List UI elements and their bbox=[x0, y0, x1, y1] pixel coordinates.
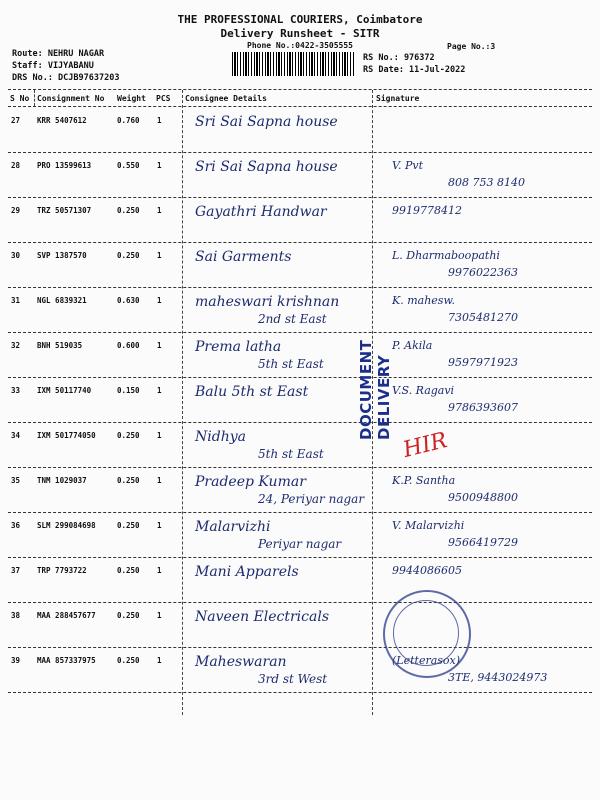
serial-number: 33 bbox=[11, 386, 21, 395]
signature: V.S. Ragavi bbox=[392, 384, 455, 397]
signature: (Letterasox) bbox=[392, 654, 461, 667]
consignment-number: TRP 7793722 bbox=[37, 566, 87, 575]
consignee-details: Gayathri Handwar bbox=[195, 204, 327, 220]
pieces: 1 bbox=[157, 341, 162, 350]
weight: 0.250 bbox=[117, 476, 140, 485]
table-row bbox=[0, 513, 600, 557]
consignee-details: Maheswaran bbox=[195, 654, 287, 670]
signature: 9944086605 bbox=[392, 564, 462, 577]
col-weight: Weight bbox=[117, 94, 146, 103]
table-row bbox=[0, 378, 600, 422]
pieces: 1 bbox=[157, 476, 162, 485]
consignee-details: Sri Sai Sapna house bbox=[195, 114, 338, 130]
barcode bbox=[232, 52, 354, 76]
signature: 9919778412 bbox=[392, 204, 462, 217]
pieces: 1 bbox=[157, 116, 162, 125]
serial-number: 29 bbox=[11, 206, 21, 215]
weight: 0.250 bbox=[117, 611, 140, 620]
consignee-details: maheswari krishnan bbox=[195, 294, 340, 310]
row-divider bbox=[8, 692, 592, 693]
table-row bbox=[0, 153, 600, 197]
signature: L. Dharmaboopathi bbox=[392, 249, 500, 262]
signature-phone: 9597971923 bbox=[448, 356, 518, 369]
header-rule-top bbox=[8, 89, 592, 90]
consignment-number: TNM 1029037 bbox=[37, 476, 87, 485]
table-row bbox=[0, 468, 600, 512]
weight: 0.250 bbox=[117, 566, 140, 575]
pieces: 1 bbox=[157, 161, 162, 170]
serial-number: 28 bbox=[11, 161, 21, 170]
col-pcs: PCS bbox=[156, 94, 171, 103]
table-row bbox=[0, 243, 600, 287]
serial-number: 36 bbox=[11, 521, 21, 530]
col-sno: S No bbox=[10, 94, 30, 103]
signature-phone: 9500948800 bbox=[448, 491, 518, 504]
signature-phone: 7305481270 bbox=[448, 311, 518, 324]
consignee-details-line2: 5th st East bbox=[258, 357, 324, 371]
consignee-details-line2: 2nd st East bbox=[258, 312, 327, 326]
table-row bbox=[0, 333, 600, 377]
serial-number: 27 bbox=[11, 116, 21, 125]
consignee-details: Sai Garments bbox=[195, 249, 292, 265]
col-divider bbox=[34, 90, 35, 106]
round-seal bbox=[383, 590, 471, 678]
consignee-details-line2: 24, Periyar nagar bbox=[258, 492, 365, 506]
weight: 0.250 bbox=[117, 251, 140, 260]
consignee-details: Pradeep Kumar bbox=[195, 474, 306, 490]
weight: 0.600 bbox=[117, 341, 140, 350]
signature: V. Pvt bbox=[392, 159, 424, 172]
consignment-number: NGL 6839321 bbox=[37, 296, 87, 305]
runsheet-title: Delivery Runsheet - SITR bbox=[220, 27, 380, 40]
consignee-details: Malarvizhi bbox=[195, 519, 271, 535]
header-rule-bottom bbox=[8, 106, 592, 107]
consignee-details-line2: 3rd st West bbox=[258, 672, 328, 686]
consignment-number: PRO 13599613 bbox=[37, 161, 92, 170]
weight: 0.150 bbox=[117, 386, 140, 395]
weight: 0.250 bbox=[117, 656, 140, 665]
consignee-details: Balu 5th st East bbox=[195, 384, 309, 400]
document-delivery-stamp bbox=[357, 252, 393, 440]
serial-number: 30 bbox=[11, 251, 21, 260]
signature: V. Malarvizhi bbox=[392, 519, 465, 532]
consignee-details: Naveen Electricals bbox=[195, 609, 330, 625]
consignee-details: Sri Sai Sapna house bbox=[195, 159, 338, 175]
consignment-number: MAA 288457677 bbox=[37, 611, 96, 620]
rs-date: RS Date: 11-Jul-2022 bbox=[363, 65, 466, 75]
rs-number: RS No.: 976372 bbox=[363, 53, 435, 63]
consignee-details: Mani Apparels bbox=[195, 564, 299, 580]
phone-number: Phone No.:0422-3505555 bbox=[247, 41, 353, 50]
consignment-number: BNH 519035 bbox=[37, 341, 83, 350]
serial-number: 39 bbox=[11, 656, 21, 665]
pieces: 1 bbox=[157, 386, 162, 395]
pieces: 1 bbox=[157, 206, 162, 215]
table-row bbox=[0, 603, 600, 647]
table-row bbox=[0, 423, 600, 467]
pieces: 1 bbox=[157, 566, 162, 575]
consignee-details: Nidhya bbox=[195, 429, 246, 445]
company-title: THE PROFESSIONAL COURIERS, Coimbatore bbox=[177, 13, 423, 26]
route: Route: NEHRU NAGAR bbox=[12, 49, 105, 59]
weight: 0.550 bbox=[117, 161, 140, 170]
pieces: 1 bbox=[157, 251, 162, 260]
stamp-label: DOCUMENT DELIVERY bbox=[357, 339, 393, 440]
pieces: 1 bbox=[157, 611, 162, 620]
table-row bbox=[0, 558, 600, 602]
signature: K. mahesw. bbox=[392, 294, 456, 307]
consignment-number: TRZ 50571307 bbox=[37, 206, 92, 215]
consignment-number: IXM 50117740 bbox=[37, 386, 92, 395]
consignment-number: IXM 501774050 bbox=[37, 431, 96, 440]
signature: P. Akila bbox=[392, 339, 433, 352]
col-signature: Signature bbox=[376, 94, 420, 103]
drs-number: DRS No.: DCJB97637203 bbox=[12, 73, 120, 83]
pieces: 1 bbox=[157, 296, 162, 305]
serial-number: 38 bbox=[11, 611, 21, 620]
serial-number: 37 bbox=[11, 566, 21, 575]
weight: 0.760 bbox=[117, 116, 140, 125]
signature-phone: 9786393607 bbox=[448, 401, 518, 414]
staff: Staff: VIJYABANU bbox=[12, 61, 94, 71]
pieces: 1 bbox=[157, 431, 162, 440]
hir-annotation: HIR bbox=[400, 427, 450, 464]
consignment-number: KRR 5407612 bbox=[37, 116, 87, 125]
table-row bbox=[0, 198, 600, 242]
signature: K.P. Santha bbox=[392, 474, 456, 487]
weight: 0.250 bbox=[117, 206, 140, 215]
signature-phone: 9566419729 bbox=[448, 536, 518, 549]
consignment-number: MAA 857337975 bbox=[37, 656, 96, 665]
serial-number: 31 bbox=[11, 296, 21, 305]
col-consignee-details: Consignee Details bbox=[185, 94, 267, 103]
signature-phone: 9976022363 bbox=[448, 266, 518, 279]
weight: 0.250 bbox=[117, 521, 140, 530]
consignee-details-line2: 5th st East bbox=[258, 447, 324, 461]
consignment-number: SLM 299084698 bbox=[37, 521, 96, 530]
weight: 0.250 bbox=[117, 431, 140, 440]
table-row bbox=[0, 108, 600, 152]
col-consignment: Consignment No bbox=[37, 94, 105, 103]
pieces: 1 bbox=[157, 521, 162, 530]
serial-number: 32 bbox=[11, 341, 21, 350]
signature-phone: 3TE, 9443024973 bbox=[448, 671, 548, 684]
table-row bbox=[0, 648, 600, 692]
page-number: Page No.:3 bbox=[447, 42, 496, 51]
weight: 0.630 bbox=[117, 296, 140, 305]
serial-number: 34 bbox=[11, 431, 21, 440]
table-row bbox=[0, 288, 600, 332]
consignment-number: SVP 1387570 bbox=[37, 251, 87, 260]
pieces: 1 bbox=[157, 656, 162, 665]
serial-number: 35 bbox=[11, 476, 21, 485]
consignee-details-line2: Periyar nagar bbox=[258, 537, 342, 551]
signature-phone: 808 753 8140 bbox=[448, 176, 525, 189]
consignee-details: Prema latha bbox=[195, 339, 282, 355]
